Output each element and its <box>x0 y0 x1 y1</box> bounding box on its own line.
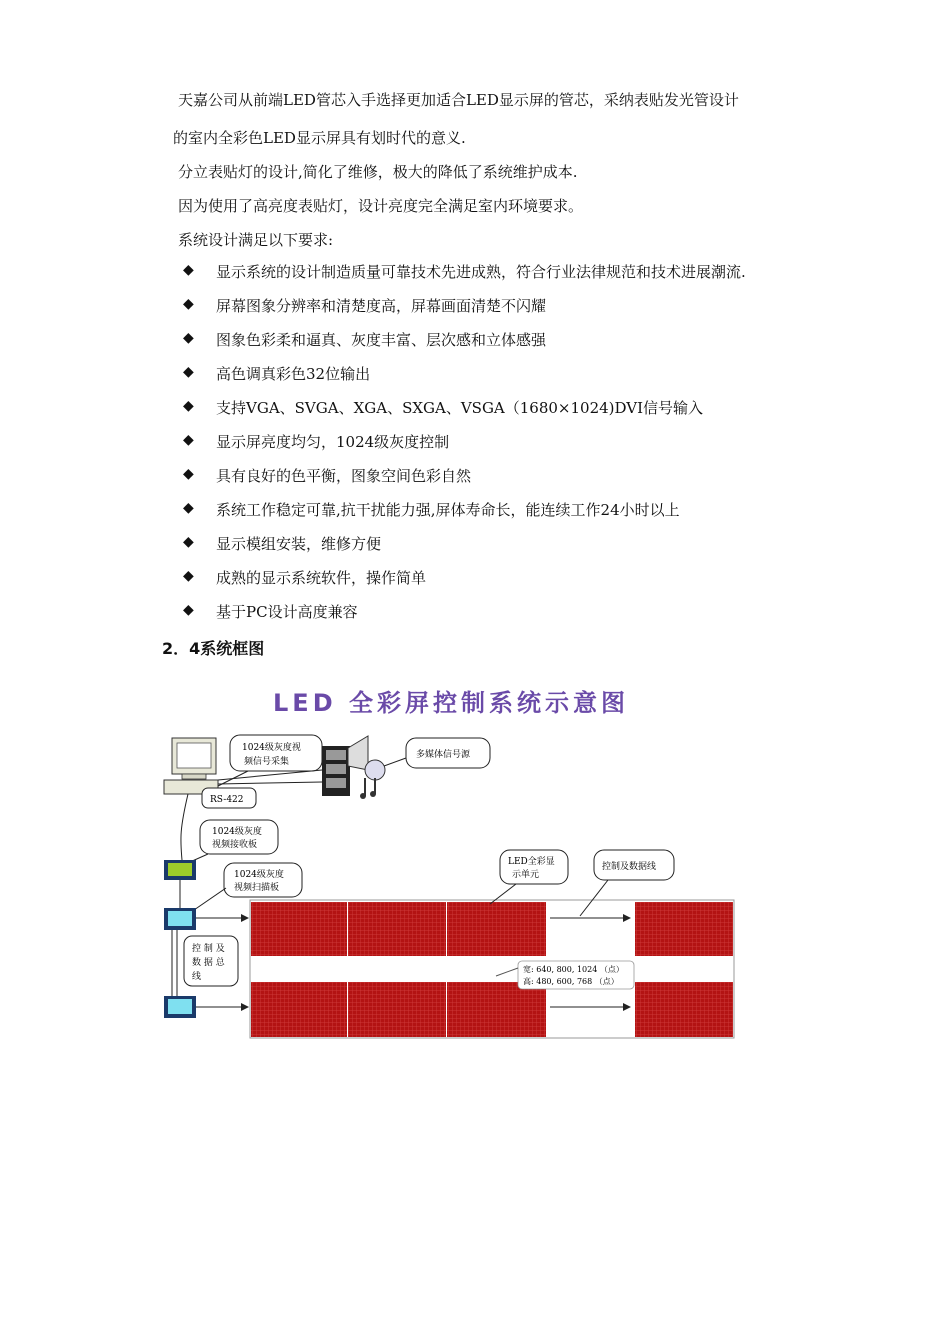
diamond-bullet-icon: ◆ <box>183 296 194 312</box>
diamond-bullet-icon: ◆ <box>183 534 194 550</box>
diamond-bullet-icon: ◆ <box>183 330 194 346</box>
multimedia-source-icon <box>322 736 385 799</box>
diamond-bullet-icon: ◆ <box>183 568 194 584</box>
receiver-callout-line-1: 1024级灰度 <box>212 827 262 837</box>
list-item-text: 显示模组安装，维修方便 <box>216 535 382 553</box>
computer-icon <box>164 738 218 794</box>
list-item-text: 显示屏亮度均匀，1024级灰度控制 <box>216 433 450 451</box>
intro-line-3: 分立表贴灯的设计,简化了维修，极大的降低了系统维护成本. <box>178 163 578 181</box>
bus-callout-left-line-2: 数 据 总 <box>192 958 225 968</box>
led-unit-callout-line-1: LED全彩显 <box>508 857 555 867</box>
list-item-text: 显示系统的设计制造质量可靠技术先进成熟，符合行业法律规范和技术进展潮流. <box>216 263 746 281</box>
system-block-diagram <box>160 678 740 1043</box>
resolution-line-2: 高: 480, 600, 768 （点） <box>523 977 619 986</box>
diamond-bullet-icon: ◆ <box>183 262 194 278</box>
intro-line-5: 系统设计满足以下要求: <box>178 231 334 249</box>
capture-callout-line-1: 1024级灰度视 <box>242 743 301 753</box>
list-item-text: 系统工作稳定可靠,抗干扰能力强,屏体寿命长，能连续工作24小时以上 <box>216 501 680 519</box>
diamond-bullet-icon: ◆ <box>183 466 194 482</box>
led-panel <box>348 902 446 956</box>
led-panel <box>251 902 347 956</box>
led-panel <box>251 982 347 1037</box>
list-item-text: 支持VGA、SVGA、XGA、SXGA、VSGA（1680×1024)DVI信号输入 <box>216 399 704 417</box>
intro-line-2: 的室内全彩色LED显示屏具有划时代的意义. <box>173 129 466 147</box>
list-item-text: 成熟的显示系统软件，操作简单 <box>216 569 427 587</box>
diamond-bullet-icon: ◆ <box>183 364 194 380</box>
diamond-bullet-icon: ◆ <box>183 432 194 448</box>
diamond-bullet-icon: ◆ <box>183 398 194 414</box>
rs422-label: RS-422 <box>210 795 244 805</box>
diamond-bullet-icon: ◆ <box>183 602 194 618</box>
list-item-text: 高色调真彩色32位输出 <box>216 365 371 383</box>
intro-line-1: 天嘉公司从前端LED管芯入手选择更加适合LED显示屏的管芯，采纳表贴发光管设计 <box>178 91 739 109</box>
list-item-text: 基于PC设计高度兼容 <box>216 603 358 621</box>
diagram-title: LED 全彩屏控制系统示意图 <box>273 689 629 717</box>
resolution-line-1: 宽: 640, 800, 1024 （点） <box>523 965 624 974</box>
section-heading: 2．4系统框图 <box>162 639 265 658</box>
list-item-text: 屏幕图象分辨率和清楚度高，屏幕画面清楚不闪耀 <box>216 297 547 315</box>
bus-callout-left-line-3: 线 <box>192 972 202 982</box>
capture-callout-line-2: 频信号采集 <box>244 757 290 767</box>
led-panel <box>635 902 733 956</box>
led-panel <box>635 982 733 1037</box>
bus-callout-left-line-1: 控 制 及 <box>192 944 225 954</box>
diamond-bullet-icon: ◆ <box>183 500 194 516</box>
led-unit-callout-line-2: 示单元 <box>512 870 540 880</box>
led-panel <box>348 982 446 1037</box>
list-item-text: 具有良好的色平衡，图象空间色彩自然 <box>216 467 472 485</box>
media-callout-text: 多媒体信号源 <box>416 750 471 760</box>
scanner-callout-line-2: 视频扫描板 <box>234 883 280 893</box>
list-item-text: 图象色彩柔和逼真、灰度丰富、层次感和立体感强 <box>216 331 547 349</box>
receiver-callout-line-2: 视频接收板 <box>212 840 258 850</box>
bus-callout-right-text: 控制及数据线 <box>602 862 657 872</box>
led-panel <box>447 982 546 1037</box>
scanner-callout-line-1: 1024级灰度 <box>234 870 284 880</box>
intro-line-4: 因为使用了高亮度表贴灯，设计亮度完全满足室内环境要求。 <box>178 197 584 215</box>
led-panel <box>447 902 546 956</box>
